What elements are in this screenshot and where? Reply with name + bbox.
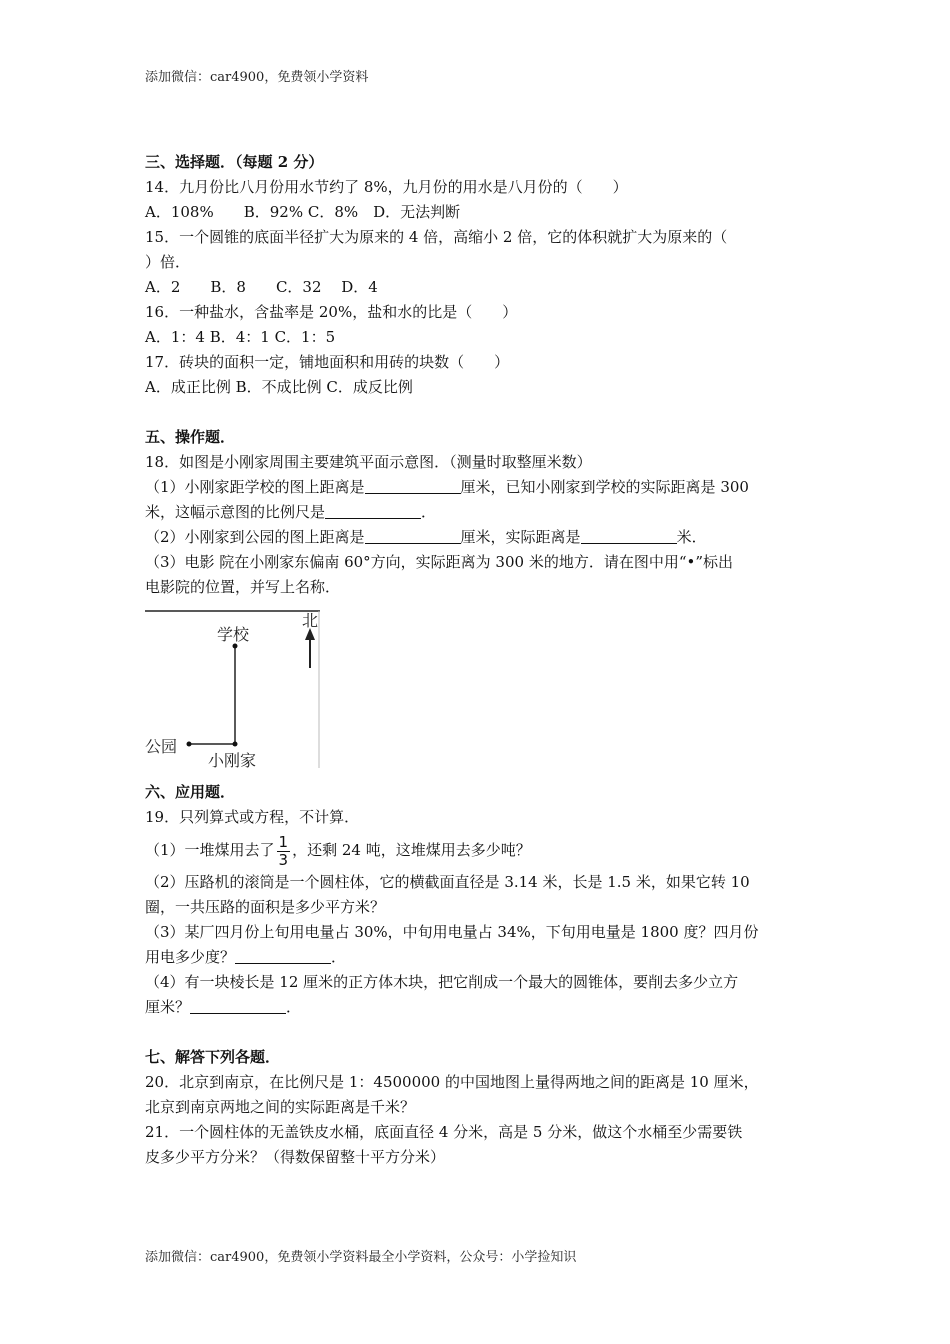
label-north: 北 xyxy=(302,611,319,630)
q18-p2 xyxy=(145,525,805,550)
q19-p2-a: （2）压路机的滚筒是一个圆柱体，它的横截面直径是 3.14 米，长是 1.5 米，如果它转 10 xyxy=(145,873,750,891)
answer-blank[interactable] xyxy=(581,527,677,544)
q19-p4-a: （4）有一块棱长是 12 厘米的正方体木块，把它削成一个最大的圆锥体，要削去多少立方 xyxy=(145,973,739,991)
q16-stem: 16．一种盐水，含盐率是 20%，盐和水的比是（ ） xyxy=(145,303,518,321)
q18-p1-line1 xyxy=(145,475,805,500)
page-header: 添加微信：car4900，免费领小学资料 xyxy=(145,70,369,85)
page-footer: 添加微信：car4900，免费领小学资料最全小学资料，公众号：小学捡知识 xyxy=(145,1250,577,1265)
answer-blank[interactable] xyxy=(190,997,286,1014)
q19-p3-c: ． xyxy=(331,948,347,966)
label-park: 公园 xyxy=(145,737,178,756)
q21-b: 皮多少平方分米？（得数保留整十平方分米） xyxy=(145,1148,446,1166)
q14-stem: 14．九月份比八月份用水节约了 8%，九月份的用水是八月份的（ ） xyxy=(145,178,628,196)
q15-options: A．2 B．8 C．32 D．4 xyxy=(145,278,378,296)
q18-p1-d: ． xyxy=(421,503,437,521)
q20-b: 北京到南京两地之间的实际距离是千米？ xyxy=(145,1098,416,1116)
q18-stem: 18．如图是小刚家周围主要建筑平面示意图．（测量时取整厘米数） xyxy=(145,453,592,471)
section-6-title: 六、应用题． xyxy=(145,783,236,801)
q18-p3-b: 电影院的位置，并写上名称． xyxy=(145,578,341,596)
worksheet-content xyxy=(145,150,805,1170)
q18-p1-line2 xyxy=(145,500,805,525)
q16-options: A．1：4 B．4：1 C．1：5 xyxy=(145,328,336,346)
q18-p1-b: 厘米，已知小刚家到学校的实际距离是 300 xyxy=(460,478,749,496)
q19-p3-a: （3）某厂四月份上旬用电量占 30%，中旬用电量占 34%，下旬用电量是 1800 度？四月份 xyxy=(145,923,759,941)
answer-blank[interactable] xyxy=(365,477,461,494)
q17-options: A．成正比例 B．不成比例 C．成反比例 xyxy=(145,378,413,396)
q18-p1-c: 米，这幅示意图的比例尺是 xyxy=(145,503,326,521)
q19-p1-a: （1）一堆煤用去了 xyxy=(145,841,275,859)
q17-stem: 17．砖块的面积一定，铺地面积和用砖的块数（ ） xyxy=(145,353,510,371)
q19-p1 xyxy=(145,830,805,870)
q19-p4-c: ． xyxy=(286,998,302,1016)
q19-p4-line2 xyxy=(145,995,805,1020)
q15-stem-a: 15．一个圆锥的底面半径扩大为原来的 4 倍，高缩小 2 倍，它的体积就扩大为原来的（ xyxy=(145,228,728,246)
q18-p2-b: 厘米，实际距离是 xyxy=(460,528,581,546)
q19-p3-line2 xyxy=(145,945,805,970)
answer-blank[interactable] xyxy=(365,527,461,544)
label-school: 学校 xyxy=(217,625,250,644)
q19-p1-b: ，还剩 24 吨，这堆煤用去多少吨？ xyxy=(292,841,531,859)
q19-stem: 19．只列算式或方程，不计算． xyxy=(145,808,360,826)
q20-a: 20．北京到南京，在比例尺是 1：4500000 的中国地图上量得两地之间的距离是 10 厘米， xyxy=(145,1073,759,1091)
q14-options: A．108% B．92% C．8% D．无法判断 xyxy=(145,203,461,221)
label-home: 小刚家 xyxy=(208,751,257,770)
answer-blank[interactable] xyxy=(235,947,331,964)
q18-p2-a: （2）小刚家到公园的图上距离是 xyxy=(145,528,365,546)
q21-a: 21．一个圆柱体的无盖铁皮水桶，底面直径 4 分米，高是 5 分米，做这个水桶至少需要铁 xyxy=(145,1123,743,1141)
park-point xyxy=(187,742,192,747)
q19-p4-b: 厘米？ xyxy=(145,998,191,1016)
section-3-title: 三、选择题．（每题 2 分） xyxy=(145,153,324,171)
fraction-one-third: $\frac{1}{3}$ xyxy=(278,832,289,869)
q18-p3-a: （3）电影 院在小刚家东偏南 60°方向，实际距离为 300 米的地方．请在图中用“•”标出 xyxy=(145,553,734,571)
q19-p3-b: 用电多少度？ xyxy=(145,948,236,966)
map-figure xyxy=(145,608,325,768)
q15-stem-b: ）倍． xyxy=(145,253,191,271)
answer-blank[interactable] xyxy=(325,502,421,519)
section-7-title: 七、解答下列各题． xyxy=(145,1048,281,1066)
q18-p1-a: （1）小刚家距学校的图上距离是 xyxy=(145,478,365,496)
q18-p2-c: 米． xyxy=(676,528,707,546)
q19-p2-b: 圈，一共压路的面积是多少平方米？ xyxy=(145,898,386,916)
home-point xyxy=(233,742,238,747)
section-5-title: 五、操作题． xyxy=(145,428,236,446)
